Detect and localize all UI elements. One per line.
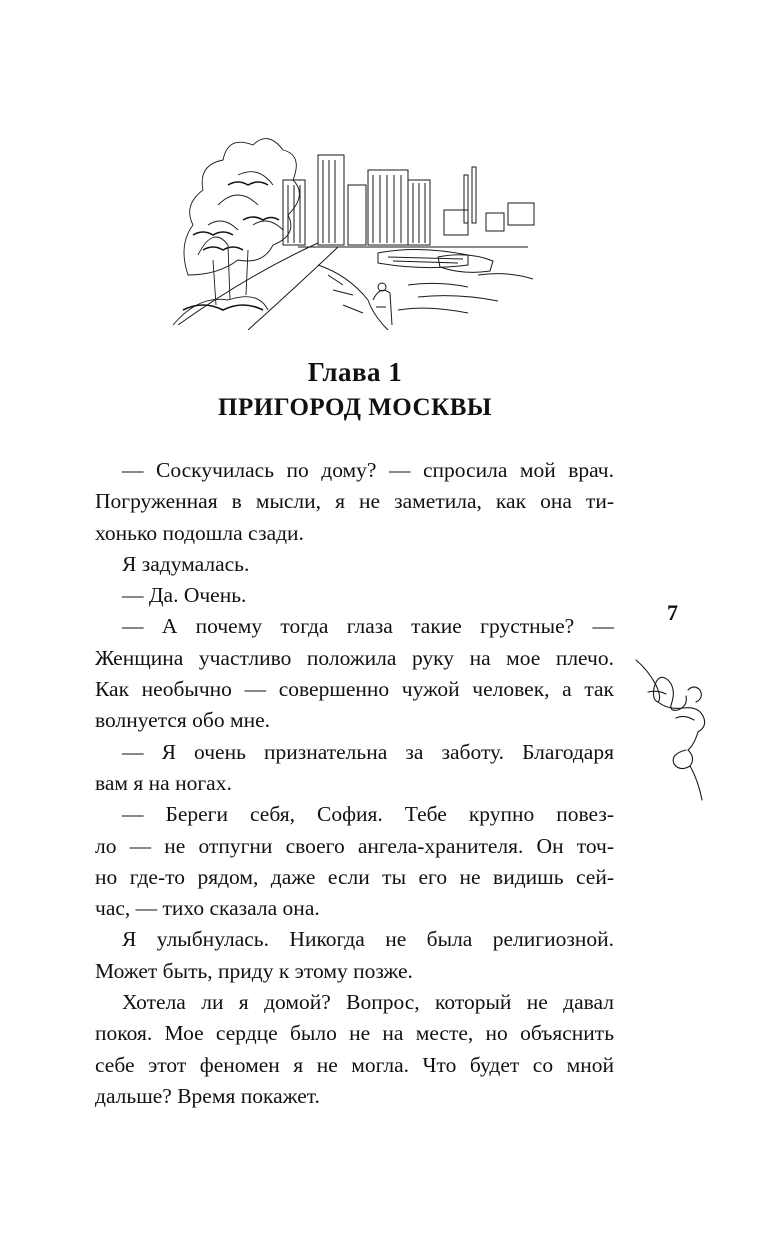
body-line: покоя. Мое сердце было не на месте, но объяснить	[95, 1021, 614, 1046]
body-line: ло — не отпугни своего ангела-хранителя. Он точ-	[95, 833, 614, 858]
body-line: дальше? Время покажет.	[95, 1083, 320, 1108]
cityscape-illustration	[168, 125, 538, 330]
body-line: — Береги себя, София. Тебе крупно повез-	[122, 802, 614, 827]
body-line: Как необычно — совершенно чужой человек, а так	[95, 677, 614, 702]
body-line: волнуется обо мне.	[95, 708, 271, 733]
body-line: Погруженная в мысли, я не заметила, как она ти-	[95, 489, 614, 514]
chapter-title: ПРИГОРОД МОСКВЫ	[218, 394, 492, 421]
body-line: себе этот феномен я не могла. Что будет со мной	[95, 1052, 614, 1077]
body-line: час, — тихо сказала она.	[95, 896, 320, 921]
body-line: — Да. Очень.	[122, 583, 247, 608]
body-line: — Я очень признательна за заботу. Благодаря	[122, 739, 614, 764]
page-number: 7	[667, 600, 678, 625]
body-line: Хотела ли я домой? Вопрос, который не давал	[122, 990, 614, 1015]
body-line: Я улыбнулась. Никогда не была религиозной.	[122, 927, 614, 952]
body-line: — А почему тогда глаза такие грустные? —	[122, 614, 614, 639]
body-line: хонько подошла сзади.	[95, 520, 304, 545]
chapter-body	[95, 455, 614, 1112]
body-line: Может быть, приду к этому позже.	[95, 958, 413, 983]
body-line: — Соскучилась по дому? — спросила мой врач.	[122, 458, 614, 482]
body-line: Женщина участливо положила руку на мое плечо.	[95, 645, 614, 670]
body-line: Я задумалась.	[122, 551, 250, 576]
signature-flourish-icon	[628, 650, 758, 810]
body-line: но где-то рядом, даже если ты его не видишь сей-	[95, 864, 614, 889]
chapter-number: Глава 1	[307, 357, 403, 387]
body-line: вам я на ногах.	[95, 770, 232, 795]
